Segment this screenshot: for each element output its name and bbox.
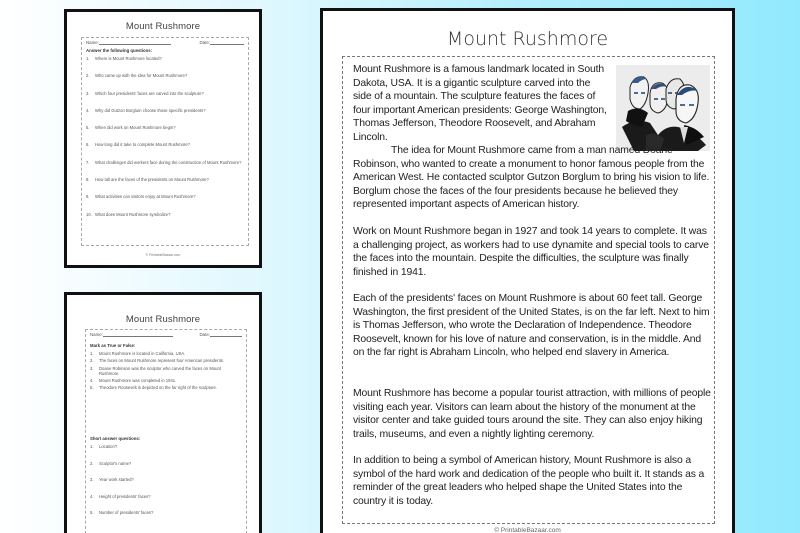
- paragraph-6: In addition to being a symbol of American history, Mount Rushmore is also a symbol of the hard work and dedication of the people who built it. It stands as a reminder of the great leaders who helped shape the United States into the country it is today.: [353, 455, 705, 507]
- item-number: 5.: [90, 385, 94, 391]
- item-number: 4.: [86, 107, 90, 113]
- item-number: 4.: [90, 493, 94, 499]
- item-text: Height of presidents' faces?: [99, 493, 151, 499]
- list-item: [82, 177, 248, 182]
- item-number: 5.: [86, 125, 90, 131]
- item-number: 2.: [90, 358, 94, 364]
- list-item: [82, 194, 248, 199]
- item-text: What challenges did workers face during the construction of Mount Rushmore?: [95, 159, 242, 165]
- item-number: 1.: [90, 444, 94, 450]
- paragraph-3: Work on Mount Rushmore began in 1927 and took 14 years to complete. It was a challenging project, as workers had to use dynamite and special tools to carve the faces into the mountain. Despite the difficulties, the sculpture was finally finished in 1941.: [353, 226, 709, 278]
- item-number: 4.: [90, 377, 94, 383]
- list-item: [86, 510, 246, 515]
- footer-credit: © PrintableBazaar.com: [494, 527, 561, 533]
- item-text: Where is Mount Rushmore located?: [95, 56, 162, 61]
- item-number: 7.: [86, 159, 90, 165]
- list-item: [82, 108, 248, 113]
- item-number: 3.: [90, 365, 94, 371]
- item-text: Doane Robinson was the sculptor who carved the faces on Mount Rushmore.: [99, 365, 221, 376]
- item-text: Year work started?: [99, 477, 134, 483]
- true-false-list: [86, 351, 246, 390]
- date-line: [210, 44, 244, 45]
- list-item: [82, 212, 248, 217]
- list-item: [82, 160, 248, 165]
- item-text: Number of presidents' faces?: [99, 510, 154, 516]
- item-number: 3.: [86, 90, 90, 96]
- item-text: Mount Rushmore is located in California, USA.: [99, 351, 186, 356]
- item-text: Mount Rushmore was completed in 1941.: [99, 377, 177, 383]
- mount-rushmore-icon: [616, 65, 710, 151]
- name-date-row: [86, 330, 246, 337]
- item-text: Why did Gutzon Borglum choose those specific presidents?: [95, 107, 206, 113]
- item-text: Which four presidents' faces are carved into the sculpture?: [95, 90, 204, 96]
- list-item: [86, 351, 246, 356]
- paragraph-2: The idea for Mount Rushmore came from a man named Doane Robinson, who wanted to create a monument to honor famous people from the American West. He contacted sculptor Gutzon Borglum to bring his vision to life. Borglum chose the faces of the four presidents because he believed they represented important aspects of American history.: [353, 145, 710, 211]
- tf-header: Mark as True or False:: [90, 343, 136, 348]
- name-line: [103, 336, 173, 337]
- list-item: [86, 461, 246, 466]
- item-number: 2.: [90, 460, 94, 466]
- list-item: [86, 358, 246, 363]
- name-label: Name:: [86, 40, 99, 45]
- list-item: [82, 142, 248, 147]
- content-box: [81, 37, 249, 246]
- content-box: [85, 329, 247, 533]
- list-item: [86, 366, 246, 376]
- item-number: 5.: [90, 510, 94, 516]
- item-text: How long did it take to complete Mount Rushmore?: [95, 142, 190, 148]
- short-answer-list: [86, 444, 246, 515]
- name-label: Name:: [90, 332, 103, 337]
- page-title: Mount Rushmore: [125, 314, 201, 325]
- item-number: 10.: [86, 211, 92, 217]
- item-text: When did work on Mount Rushmore begin?: [95, 125, 176, 131]
- footer-credit: © PrintableBazaar.com: [145, 253, 181, 257]
- list-item: [82, 73, 248, 78]
- worksheet-true-false-page: [64, 292, 262, 533]
- paragraph-5: Mount Rushmore has become a popular tourist attraction, with millions of people visiting each year. Visitors can learn about the history of the monument at the visitor center and take guided tours around the site. They can also enjoy hiking trails, museums, and even a nightly lighting ceremony.: [353, 388, 711, 440]
- list-item: [86, 444, 246, 449]
- item-number: 3.: [90, 477, 94, 483]
- item-text: Sculptor's name?: [99, 460, 132, 466]
- reading-passage-page: [320, 8, 735, 533]
- question-list: [82, 56, 248, 217]
- list-item: [86, 477, 246, 482]
- instructions: Answer the following questions:: [86, 48, 153, 53]
- page-title: Mount Rushmore: [125, 21, 201, 32]
- item-text: What activities can visitors enjoy at Mount Rushmore?: [95, 194, 196, 200]
- item-text: Theodore Roosevelt is depicted on the far right of the sculpture.: [99, 385, 218, 391]
- list-item: [82, 56, 248, 61]
- paragraph-1: Mount Rushmore is a famous landmark located in South Dakota, USA. It is a gigantic sculpture carved into the side of a mountain. The sculpture features the faces of four important American presidents: George Washington, Thomas Jefferson, Theodore Roosevelt, and Abraham Lincoln.: [353, 64, 607, 143]
- passage-box: [342, 56, 715, 524]
- item-number: 9.: [86, 194, 90, 200]
- worksheet-questions-page: [64, 9, 262, 268]
- item-number: 1.: [86, 56, 90, 61]
- short-answer-header: Short answer questions:: [90, 436, 141, 442]
- item-number: 2.: [86, 73, 90, 79]
- page-title: Mount Rushmore: [446, 28, 609, 50]
- name-line: [99, 44, 171, 45]
- item-number: 6.: [86, 142, 90, 148]
- list-item: [86, 385, 246, 390]
- item-number: 8.: [86, 177, 90, 183]
- item-text: How tall are the faces of the presidents on Mount Rushmore?: [95, 177, 209, 183]
- item-text: What does Mount Rushmore symbolize?: [95, 211, 171, 217]
- date-label: Date:: [199, 332, 210, 337]
- date-label: Date:: [199, 40, 210, 45]
- list-item: [86, 494, 246, 499]
- item-text: Location?: [99, 444, 118, 450]
- item-text: Who came up with the idea for Mount Rushmore?: [95, 73, 188, 79]
- list-item: [82, 91, 248, 96]
- item-number: 1.: [90, 351, 94, 356]
- paragraph-4: Each of the presidents' faces on Mount Rushmore is about 60 feet tall. George Washington, the first president of the United States, is on the far left. Next to him is Thomas Jefferson, who wrote the Declaration of Independence. Theodore Roosevelt, known for his love of nature and conservation, is in the middle. And on the far right is Abraham Lincoln, who helped end slavery in America.: [353, 293, 710, 359]
- item-text: The faces on Mount Rushmore represent four American presidents.: [99, 358, 224, 364]
- date-line: [210, 336, 242, 337]
- list-item: [82, 125, 248, 130]
- list-item: [86, 378, 246, 383]
- name-date-row: [82, 38, 248, 45]
